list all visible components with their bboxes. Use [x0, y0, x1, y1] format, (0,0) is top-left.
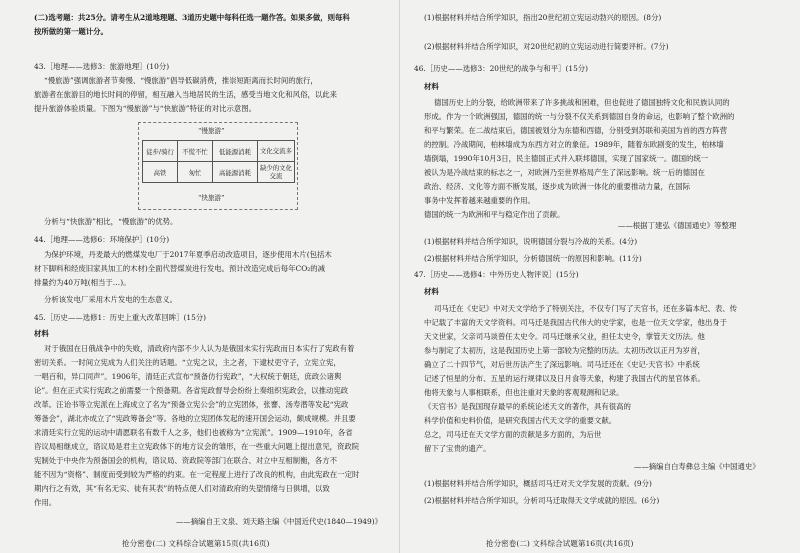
q47-body-line: 科学价值和史料价值，是研究我国古代天文学的重要文献。 [424, 416, 617, 425]
right-page-footer: 抢分密卷(二) 文科综合试题第16页(共16页) [486, 539, 634, 548]
diagram-cell: 高能源消耗 [213, 162, 258, 183]
q44-body-line: 为保护环境，丹麦最大的燃煤发电厂于2017年夏季启动改造项目，逐步使用木片(包括木 [44, 250, 332, 259]
q45-body-line: 筹备会”，湖北亦成立了“宪政筹备会”等。各地的立宪团体发起的速开国会运动，颇成规模。并且要 [34, 414, 356, 423]
q46-body-line: 德国历史上的分裂，给欧洲带来了许多挑战和困难，但也促进了德国独特文化和民族认同的 [434, 98, 730, 107]
q46-subquestion: (1)根据材料并结合所学知识，说明德国分裂与冷战的关系。(4分) [424, 237, 638, 246]
q46-body-line: 的控制。冷战期间，柏林墙成为东西方对立的象征。1989年，随着东欧剧变的发生，柏林墙 [424, 140, 724, 149]
q43-question: 分析与“快旅游”相比，“慢旅游”的优势。 [44, 217, 178, 226]
q46-body-line: 政治、经济、文化等方面不断发展，逐步成为欧洲一体化的重要推动力量，在国际 [424, 182, 691, 191]
q47-body-line: 《天官书》是我国现存最早的系统论述天文的著作，具有很高的 [424, 402, 631, 411]
q45-material-label: 材料 [34, 329, 49, 338]
q46-body-line: 形成。作为一个欧洲强国，德国的统一与分裂不仅关系到德国自身的命运，也影响了整个欧洲的 [424, 112, 735, 121]
q46-title: 46.［历史——选修3：20世纪的战争与和平］(15分) [414, 64, 589, 73]
q47-body-line: 留下了宝贵的遗产。 [424, 444, 491, 453]
q45-body-line: 论”。但在正式实行宪政之前需要一个预备期。各省宪政督导会纷纷上奏组织宪政会，以推动宪政 [34, 386, 349, 395]
q43-comparison-table [142, 140, 295, 183]
diagram-cell: 匆忙 [178, 162, 213, 183]
q45-title: 45.［历史——选修1：历史上重大改革回眸］(15分) [34, 313, 207, 322]
q44-title: 44.［地理——选修6：环境保护］(10分) [34, 235, 170, 244]
q44-body-line: 排量约为40万吨(相当于…)。 [34, 278, 131, 287]
q47-material-label: 材料 [424, 287, 439, 296]
q45-body-line: 对于俄国在日俄战争中的失败，清政府内部不少人认为是俄国未实行宪政而日本实行了宪政有着 [44, 344, 355, 353]
q46-body-line: 和平与繁荣。在二战结束后，德国被划分为东德和西德，分别受到苏联和美国为首的西方阵营 [424, 126, 728, 135]
q43-body-line: “慢旅游”强调旅游者节奏慢、“慢旅游”倡导低碳消费，推崇短距离而长时间的旅行， [44, 76, 318, 85]
q47-body-line: 中记载了丰富的天文学资料。司马迁是我国古代伟大的史学家，也是一位天文学家，他出身于 [424, 318, 728, 327]
q44-body-line: 材下脚料和经废旧家具加工的木材)全面代替煤炭进行发电。预计改造完成后每年CO₂的减 [34, 264, 326, 273]
q46-body-line: 事务中发挥着越来越重要的作用。 [424, 196, 535, 205]
diagram-cell: 不慌不忙 [178, 141, 213, 162]
q45-subquestion: (1)根据材料并结合所学知识，指出20世纪初立宪运动勃兴的原因。(8分) [424, 13, 662, 22]
q46-material-label: 材料 [424, 82, 439, 91]
diagram-cell: 缺少的文化交流 [258, 162, 295, 183]
diagram-row-slow [143, 141, 295, 162]
q45-body-line: 求清廷实行立宪的运动中请愿联名有数千人之多，他们也被称为“立宪派”。1909—1910年，各省 [34, 428, 353, 437]
q47-subquestion: (2)根据材料并结合所学知识，分析司马迁取得天文学成就的原因。(6分) [424, 496, 660, 505]
q45-body-line: 咨议局相继成立，谘议局是君主立宪政体下的地方议会的雏形，在一些重大问题上提出意见，资政院 [34, 442, 360, 451]
q45-body-line: 期内行之有效，其“有名无实、徒有其表”的特点使人们对清政府的失望情绪与日俱增，以致 [34, 484, 330, 493]
q46-body-line: 墙倒塌，1990年10月3日，民主德国正式并入联邦德国，实现了国家统一。德国的统一 [424, 154, 709, 163]
diagram-cell: 徒步/骑行 [143, 141, 178, 162]
q46-body-line: 德国的统一为欧洲和平与稳定作出了贡献。 [424, 210, 565, 219]
diagram-cell: 高铁 [143, 162, 178, 183]
q45-body-line: 改革。汪诒书等立宪派在上海成立了名为“预备立宪公会”的立宪团体，张謇、汤寿潜等发起“宪政 [34, 400, 349, 409]
q47-body-line: 天文世家，父亲司马谈曾任太史令。司马迁继承父业，担任太史令，掌管天文历法。他 [424, 332, 705, 341]
q45-subquestion: (2)根据材料并结合所学知识，对20世纪初的立宪运动进行简要评析。(7分) [424, 42, 669, 51]
q45-body-line: 密切关系。一时间立宪成为人们关注的话题。“立宪之议，主之者，下逮杖吏守子，立宪立宪， [34, 358, 341, 367]
q43-body-line: 提升旅游体验质量。下图为“慢旅游”与“快旅游”特征的对比示意图。 [34, 104, 257, 113]
left-page-footer: 抢分密卷(二) 文科综合试题第15页(共16页) [122, 539, 270, 548]
q46-citation: ——根据丁建弘《德国通史》等整理 [618, 221, 737, 230]
diagram-cell: 低能源消耗 [213, 141, 258, 162]
right-page [400, 0, 800, 553]
q45-body-line: 一唱百和，异口同声”。1906年，清廷正式宣布“预备仿行宪政”，“大权统于朝廷，庶政公诸舆 [34, 372, 342, 381]
diagram-fast-travel-label: “快旅游” [198, 194, 225, 202]
q45-body-line: 宪制处于中央作为预备国会的机构，谘议局、资政院等部门在联合、对立中互相制衡，各方不 [34, 456, 338, 465]
diagram-row-fast [143, 162, 295, 183]
q45-body-line: 能不因为“资格”、制度而受到较为严格的约束。在一定程度上进行了改良的机构，由此宪政在一定时 [34, 470, 360, 479]
q45-citation: ——摘编自王文泉、刘天路主编《中国近代史(1840—1949)》 [176, 517, 382, 526]
q47-citation: ——摘编自白寿彝总主编《中国通史》 [634, 462, 760, 471]
q47-body-line: 总之，司马迁在天文学方面的贡献是多方面的，为后世 [424, 430, 602, 439]
q44-question: 分析该发电厂采用木片发电的生态意义。 [44, 295, 178, 304]
q47-subquestion: (1)根据材料并结合所学知识，概括司马迁对天文学发展的贡献。(9分) [424, 479, 652, 488]
diagram-cell: 文化交流多 [258, 141, 295, 162]
q46-body-line: 被认为是冷战结束的标志之一，对欧洲乃至世界格局产生了深远影响。统一后的德国在 [424, 168, 705, 177]
diagram-slow-travel-label: “慢旅游” [198, 127, 225, 135]
section-header-line-1: (二)选考题：共25分。请考生从2道地理题、3道历史题中每科任选一题作答。如果多做，则每科 [34, 13, 350, 22]
q47-body-line: 确立了二十四节气，对后世历法产生了深远影响。司马迁还在《史记·天官书》中系统 [424, 360, 700, 369]
q43-body-line: 旅游者在旅游目的地长时间的停留，相互融入当地居民的生活，感受当地文化和风俗，以此来 [34, 90, 338, 99]
q47-body-line: 司马迁在《史记》中对天文学给予了特别关注，不仅专门写了天官书，还在多篇本纪、表、传 [434, 304, 738, 313]
q47-title: 47.［历史——选修4：中外历史人物评说］(15分) [414, 270, 579, 279]
section-header-line-2: 按所做的第一题计分。 [34, 27, 108, 36]
q43-title: 43.［地理——选修3：旅游地理］(10分) [34, 62, 170, 71]
q47-body-line: 参与制定了太初历，这是我国历史上第一部较为完整的历法。太初历改以正月为岁首， [424, 346, 705, 355]
q47-body-line: 记述了恒星的分布、五星的运行规律以及日月食等天象，构建了我国古代的星官体系。 [424, 374, 705, 383]
q47-body-line: 他将天象与人事相联系，但也注重对天象的客观观测和记录。 [424, 388, 624, 397]
q45-body-line: 作用。 [34, 498, 57, 507]
q46-subquestion: (2)根据材料并结合所学知识，分析德国统一的原因和影响。(11分) [424, 254, 642, 263]
